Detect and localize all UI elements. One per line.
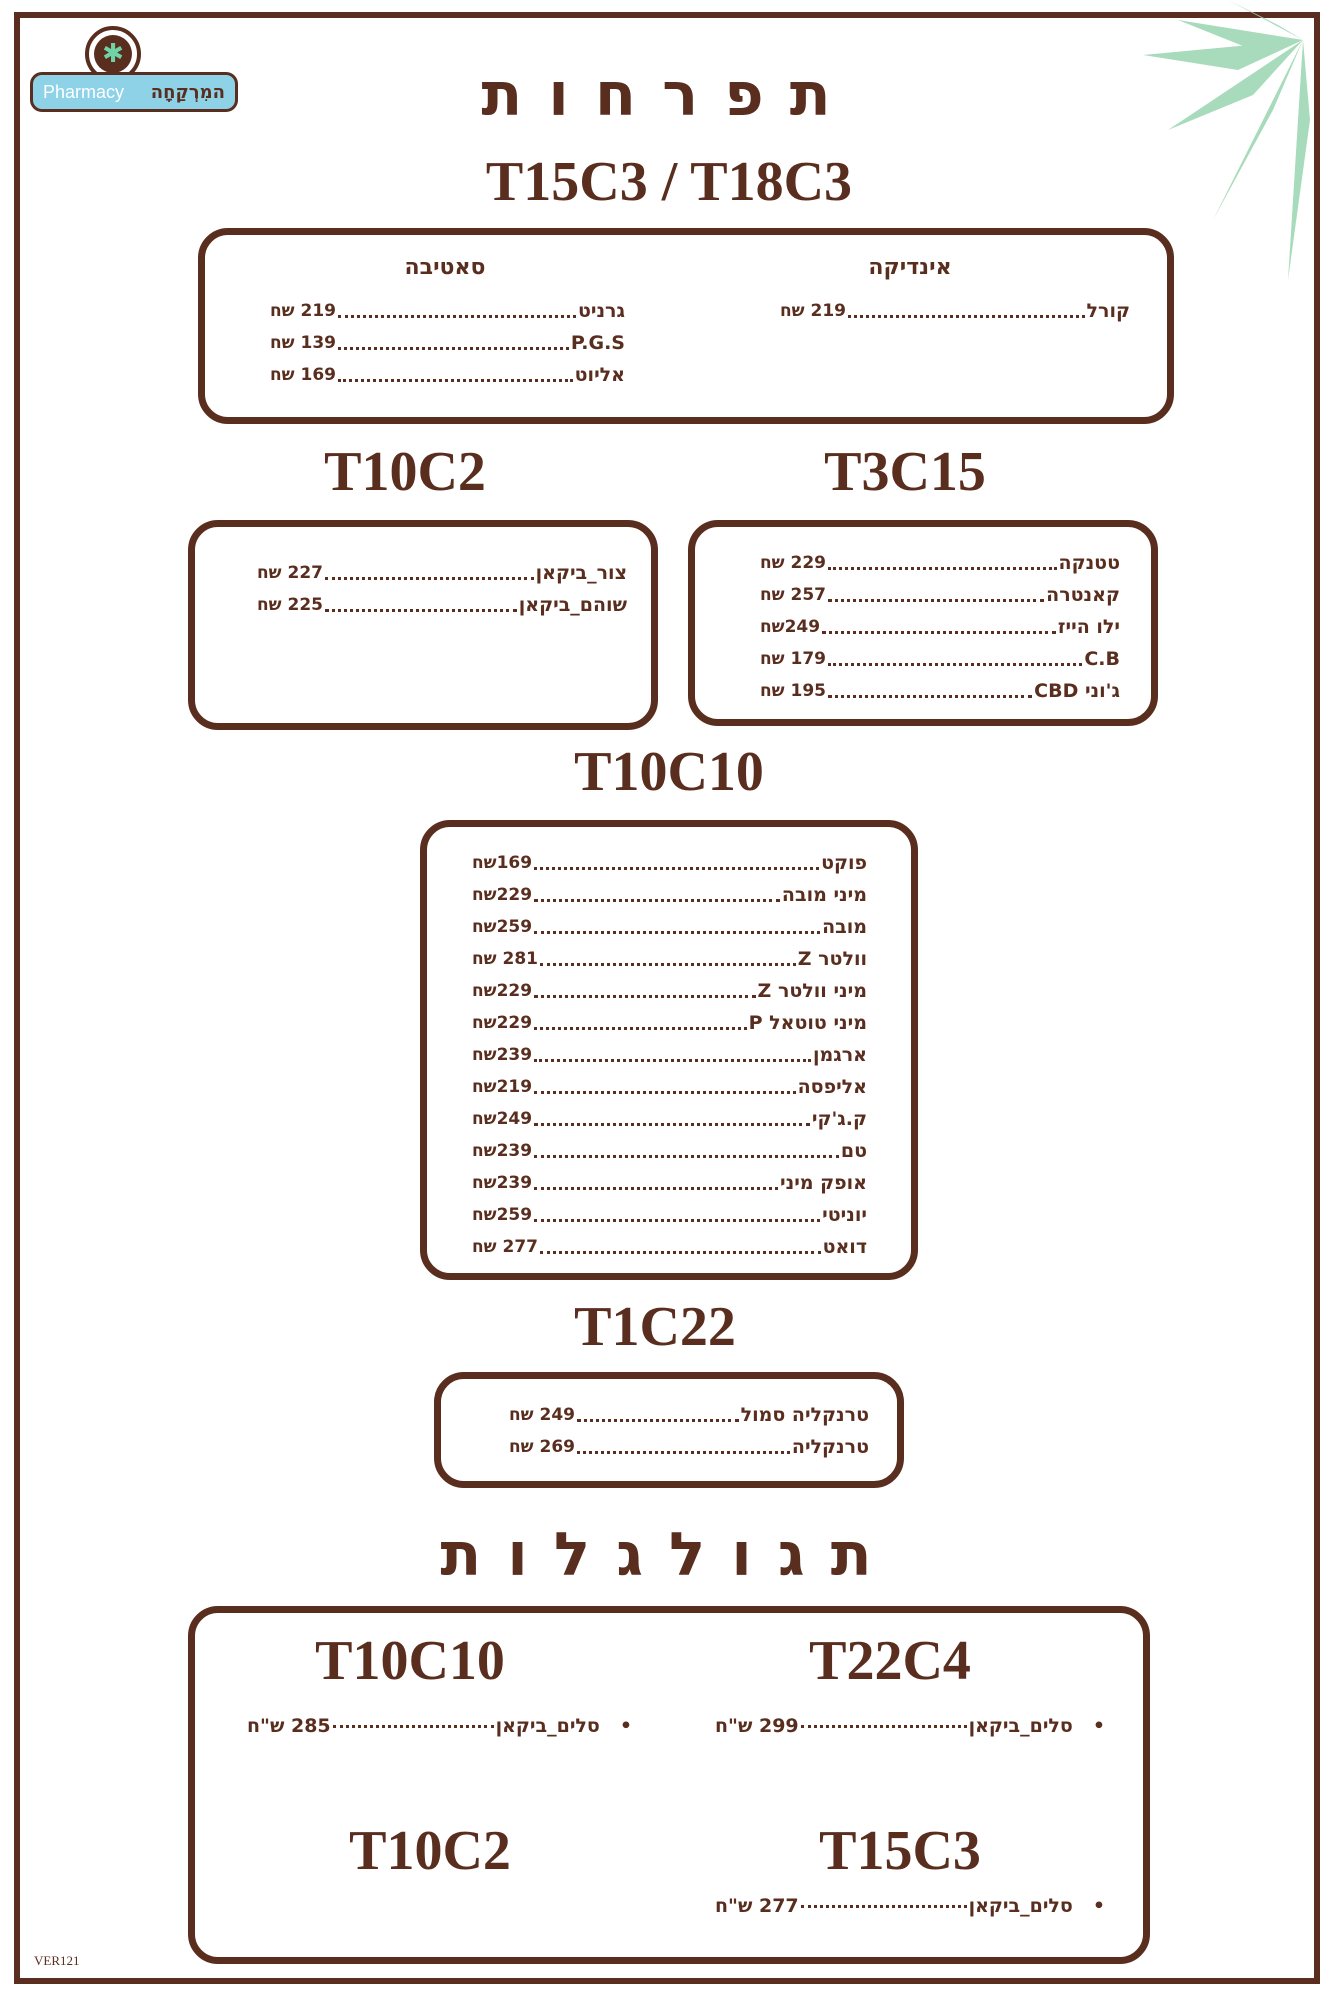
rolled-t15c3-list (715, 1883, 1105, 1917)
rolled-t10c10-list (247, 1703, 632, 1737)
version-label: VER121 (34, 1953, 80, 1968)
list-item: מובה 259שח (472, 916, 867, 938)
sativa-title: סאטיבה (404, 255, 486, 280)
rolled-strain-t10c10: T10C10 (315, 1630, 505, 1692)
list-item: גרניט 219 שח (270, 300, 625, 322)
rolled-strain-t10c2: T10C2 (349, 1820, 511, 1882)
strain-t15c3-t18c3: T15C3 / T18C3 (485, 151, 853, 213)
list-item: שוהם_ביקאן 225 שח (257, 594, 627, 616)
box-rolled (188, 1606, 1150, 1964)
medical-star-icon: ✱ (85, 26, 141, 82)
indica-list (780, 295, 1130, 327)
list-item: טם 239שח (472, 1140, 867, 1162)
strain-t10c2: T10C2 (324, 441, 486, 503)
t1c22-list (509, 1399, 869, 1463)
t10c10-list (472, 847, 867, 1263)
list-item: • סלים_ביקאן 299 ש"ח (715, 1715, 1105, 1737)
list-item: • סלים_ביקאן 285 ש"ח (247, 1715, 632, 1737)
rolled-strain-t22c4: T22C4 (809, 1630, 971, 1692)
list-item: C.B 179 שח (760, 648, 1120, 670)
list-item: פוקט 169שח (472, 852, 867, 874)
rolled-strain-t15c3: T15C3 (819, 1820, 981, 1882)
list-item: קורל 219 שח (780, 300, 1130, 322)
list-item: צור_ביקאן 227 שח (257, 562, 627, 584)
box-t10c2 (188, 520, 658, 730)
t10c2-list (257, 557, 627, 621)
list-item: יוניטי 259שח (472, 1204, 867, 1226)
title-rolled: תגולגלות (440, 1520, 898, 1590)
list-item: מיני מובה 229שח (472, 884, 867, 906)
list-item: אליפסה 219שח (472, 1076, 867, 1098)
list-item: מיני וולטר Z 229שח (472, 980, 867, 1002)
list-item: ארגמן 239שח (472, 1044, 867, 1066)
list-item: וולטר Z 281 שח (472, 948, 867, 970)
t3c15-list (760, 547, 1120, 707)
list-item: קאנטרה 257 שח (760, 584, 1120, 606)
list-item: אליוט 169 שח (270, 364, 625, 386)
list-item: ג'וני CBD 195 שח (760, 680, 1120, 702)
strain-t1c22: T1C22 (574, 1296, 736, 1358)
box-t15c3 (198, 228, 1174, 424)
list-item: טטנקה 229 שח (760, 552, 1120, 574)
logo-hebrew: המִרְקַחָה (150, 81, 225, 103)
list-item: ק.ג'קי 249שח (472, 1108, 867, 1130)
list-item: טרנקליה סמול 249 שח (509, 1404, 869, 1426)
indica-title: אינדיקה (868, 255, 952, 280)
strain-t3c15: T3C15 (824, 441, 986, 503)
list-item: טרנקליה 269 שח (509, 1436, 869, 1458)
list-item: ילו הייז 249שח (760, 616, 1120, 638)
rolled-t22c4-list (715, 1703, 1105, 1737)
strain-t10c10: T10C10 (574, 741, 764, 803)
sativa-list (270, 295, 625, 391)
box-t3c15 (688, 520, 1158, 726)
list-item: אופק מיני 239שח (472, 1172, 867, 1194)
list-item: • סלים_ביקאן 277 ש"ח (715, 1895, 1105, 1917)
list-item: דואט 277 שח (472, 1236, 867, 1258)
box-t10c10 (420, 820, 918, 1280)
box-t1c22 (434, 1372, 904, 1488)
logo-english: Pharmacy (43, 81, 125, 102)
list-item: מיני טוטאל P 229שח (472, 1012, 867, 1034)
title-flowers: תפרחות (481, 60, 857, 130)
list-item: P.G.S 139 שח (270, 332, 625, 354)
